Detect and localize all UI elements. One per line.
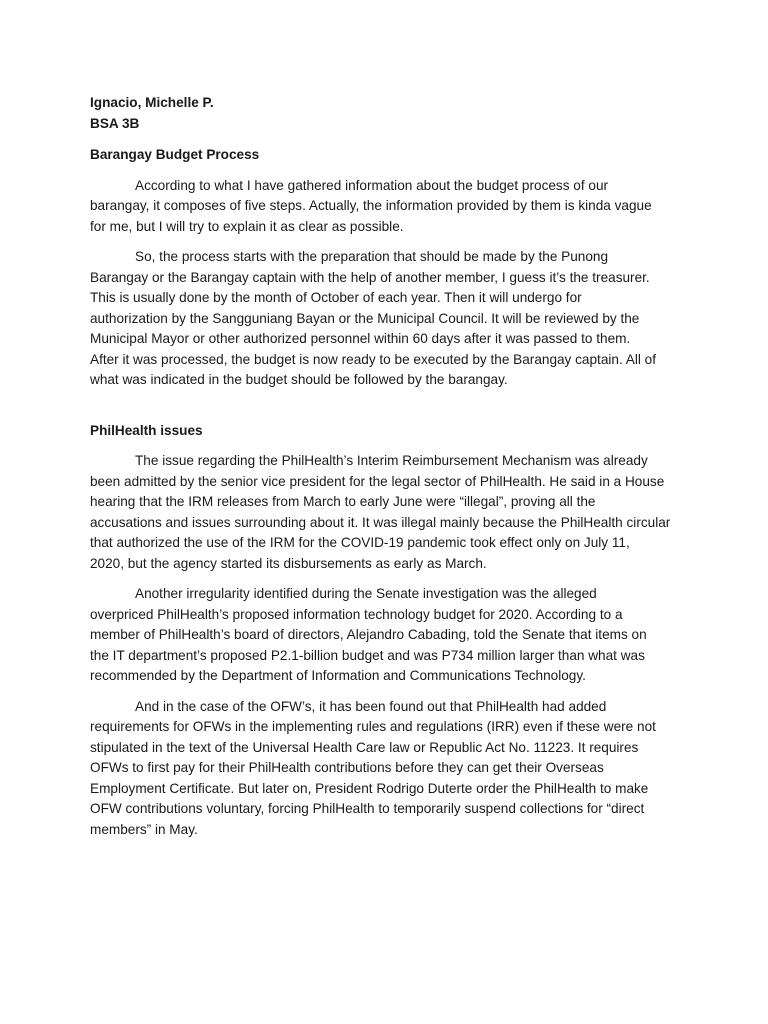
section-barangay-budget xyxy=(90,145,690,391)
paragraph-line: The issue regarding the PhilHealth’s Interim Reimbursement Mechanism was already xyxy=(135,453,648,468)
author-name: Ignacio, Michelle P. xyxy=(90,95,214,110)
paragraph-line: After it was processed, the budget is now ready to be executed by the Barangay captain. All of xyxy=(90,351,656,367)
section-title: PhilHealth issues xyxy=(90,422,203,438)
section-title: Barangay Budget Process xyxy=(90,147,260,162)
paragraph-line: authorization by the Sangguniang Bayan or the Municipal Council. It will be reviewed by the xyxy=(90,310,640,326)
paragraph xyxy=(90,451,690,574)
paragraph-line: According to what I have gathered information about the budget process of our xyxy=(135,177,609,193)
paragraph-line: And in the case of the OFW’s, it has been found out that PhilHealth had added xyxy=(135,698,607,714)
author-header xyxy=(90,93,690,134)
paragraph xyxy=(90,247,690,391)
section-philhealth-issues xyxy=(90,421,690,841)
paragraph-line: So, the process starts with the preparation that should be made by the Punong xyxy=(135,249,609,264)
paragraph-line: hearing that the IRM releases from March to early June were “illegal”, proving all the xyxy=(90,494,596,509)
paragraph-line: Employment Certificate. But later on, President Rodrigo Duterte order the PhilHealth to make xyxy=(90,780,649,796)
paragraph xyxy=(90,176,690,238)
paragraph xyxy=(90,584,690,687)
paragraph-line: members” in May. xyxy=(90,821,198,837)
paragraph-line: Municipal Mayor or other authorized personnel within 60 days after it was passed to them. xyxy=(90,331,631,346)
paragraph-line: recommended by the Department of Information and Communications Technology. xyxy=(90,668,586,683)
paragraph-line: This is usually done by the month of October of each year. Then it will undergo for xyxy=(90,290,582,305)
paragraph-line: OFWs to first pay for their PhilHealth contributions before they can get their Overseas xyxy=(90,760,604,775)
paragraph-line: member of PhilHealth’s board of directors, Alejandro Cabading, told the Senate that items on xyxy=(90,627,647,642)
class-section: BSA 3B xyxy=(90,115,140,131)
paragraph-line: Barangay or the Barangay captain with the help of another member, I guess it’s the treasurer. xyxy=(90,269,650,285)
paragraph-line: for me, but I will try to explain it as clear as possible. xyxy=(90,218,404,234)
paragraph-line: accusations and issues surrounding about it. It was illegal mainly because the PhilHealth circular xyxy=(90,514,671,530)
paragraph-line: OFW contributions voluntary, forcing PhilHealth to temporarily suspend collections for “direct xyxy=(90,801,645,816)
document-page xyxy=(90,93,690,840)
paragraph-line: stipulated in the text of the Universal Health Care law or Republic Act No. 11223. It requires xyxy=(90,739,639,755)
paragraph-line: what was indicated in the budget should be followed by the barangay. xyxy=(90,372,508,387)
paragraph-line: 2020, but the agency started its disbursements as early as March. xyxy=(90,555,487,571)
paragraph-line: been admitted by the senior vice president for the legal sector of PhilHealth. He said in a House xyxy=(90,473,665,489)
paragraph-line: Another irregularity identified during the Senate investigation was the alleged xyxy=(135,586,597,601)
paragraph-line: that authorized the use of the IRM for the COVID-19 pandemic took effect only on July 11, xyxy=(90,535,630,550)
paragraph-line: barangay, it composes of five steps. Actually, the information provided by them is kinda vague xyxy=(90,198,652,213)
paragraph-line: the IT department’s proposed P2.1-billion budget and was P734 million larger than what was xyxy=(90,647,645,663)
paragraph-line: overpriced PhilHealth’s proposed information technology budget for 2020. According to a xyxy=(90,606,623,622)
paragraph xyxy=(90,697,690,841)
paragraph-line: requirements for OFWs in the implementing rules and regulations (IRR) even if these were not xyxy=(90,719,656,734)
